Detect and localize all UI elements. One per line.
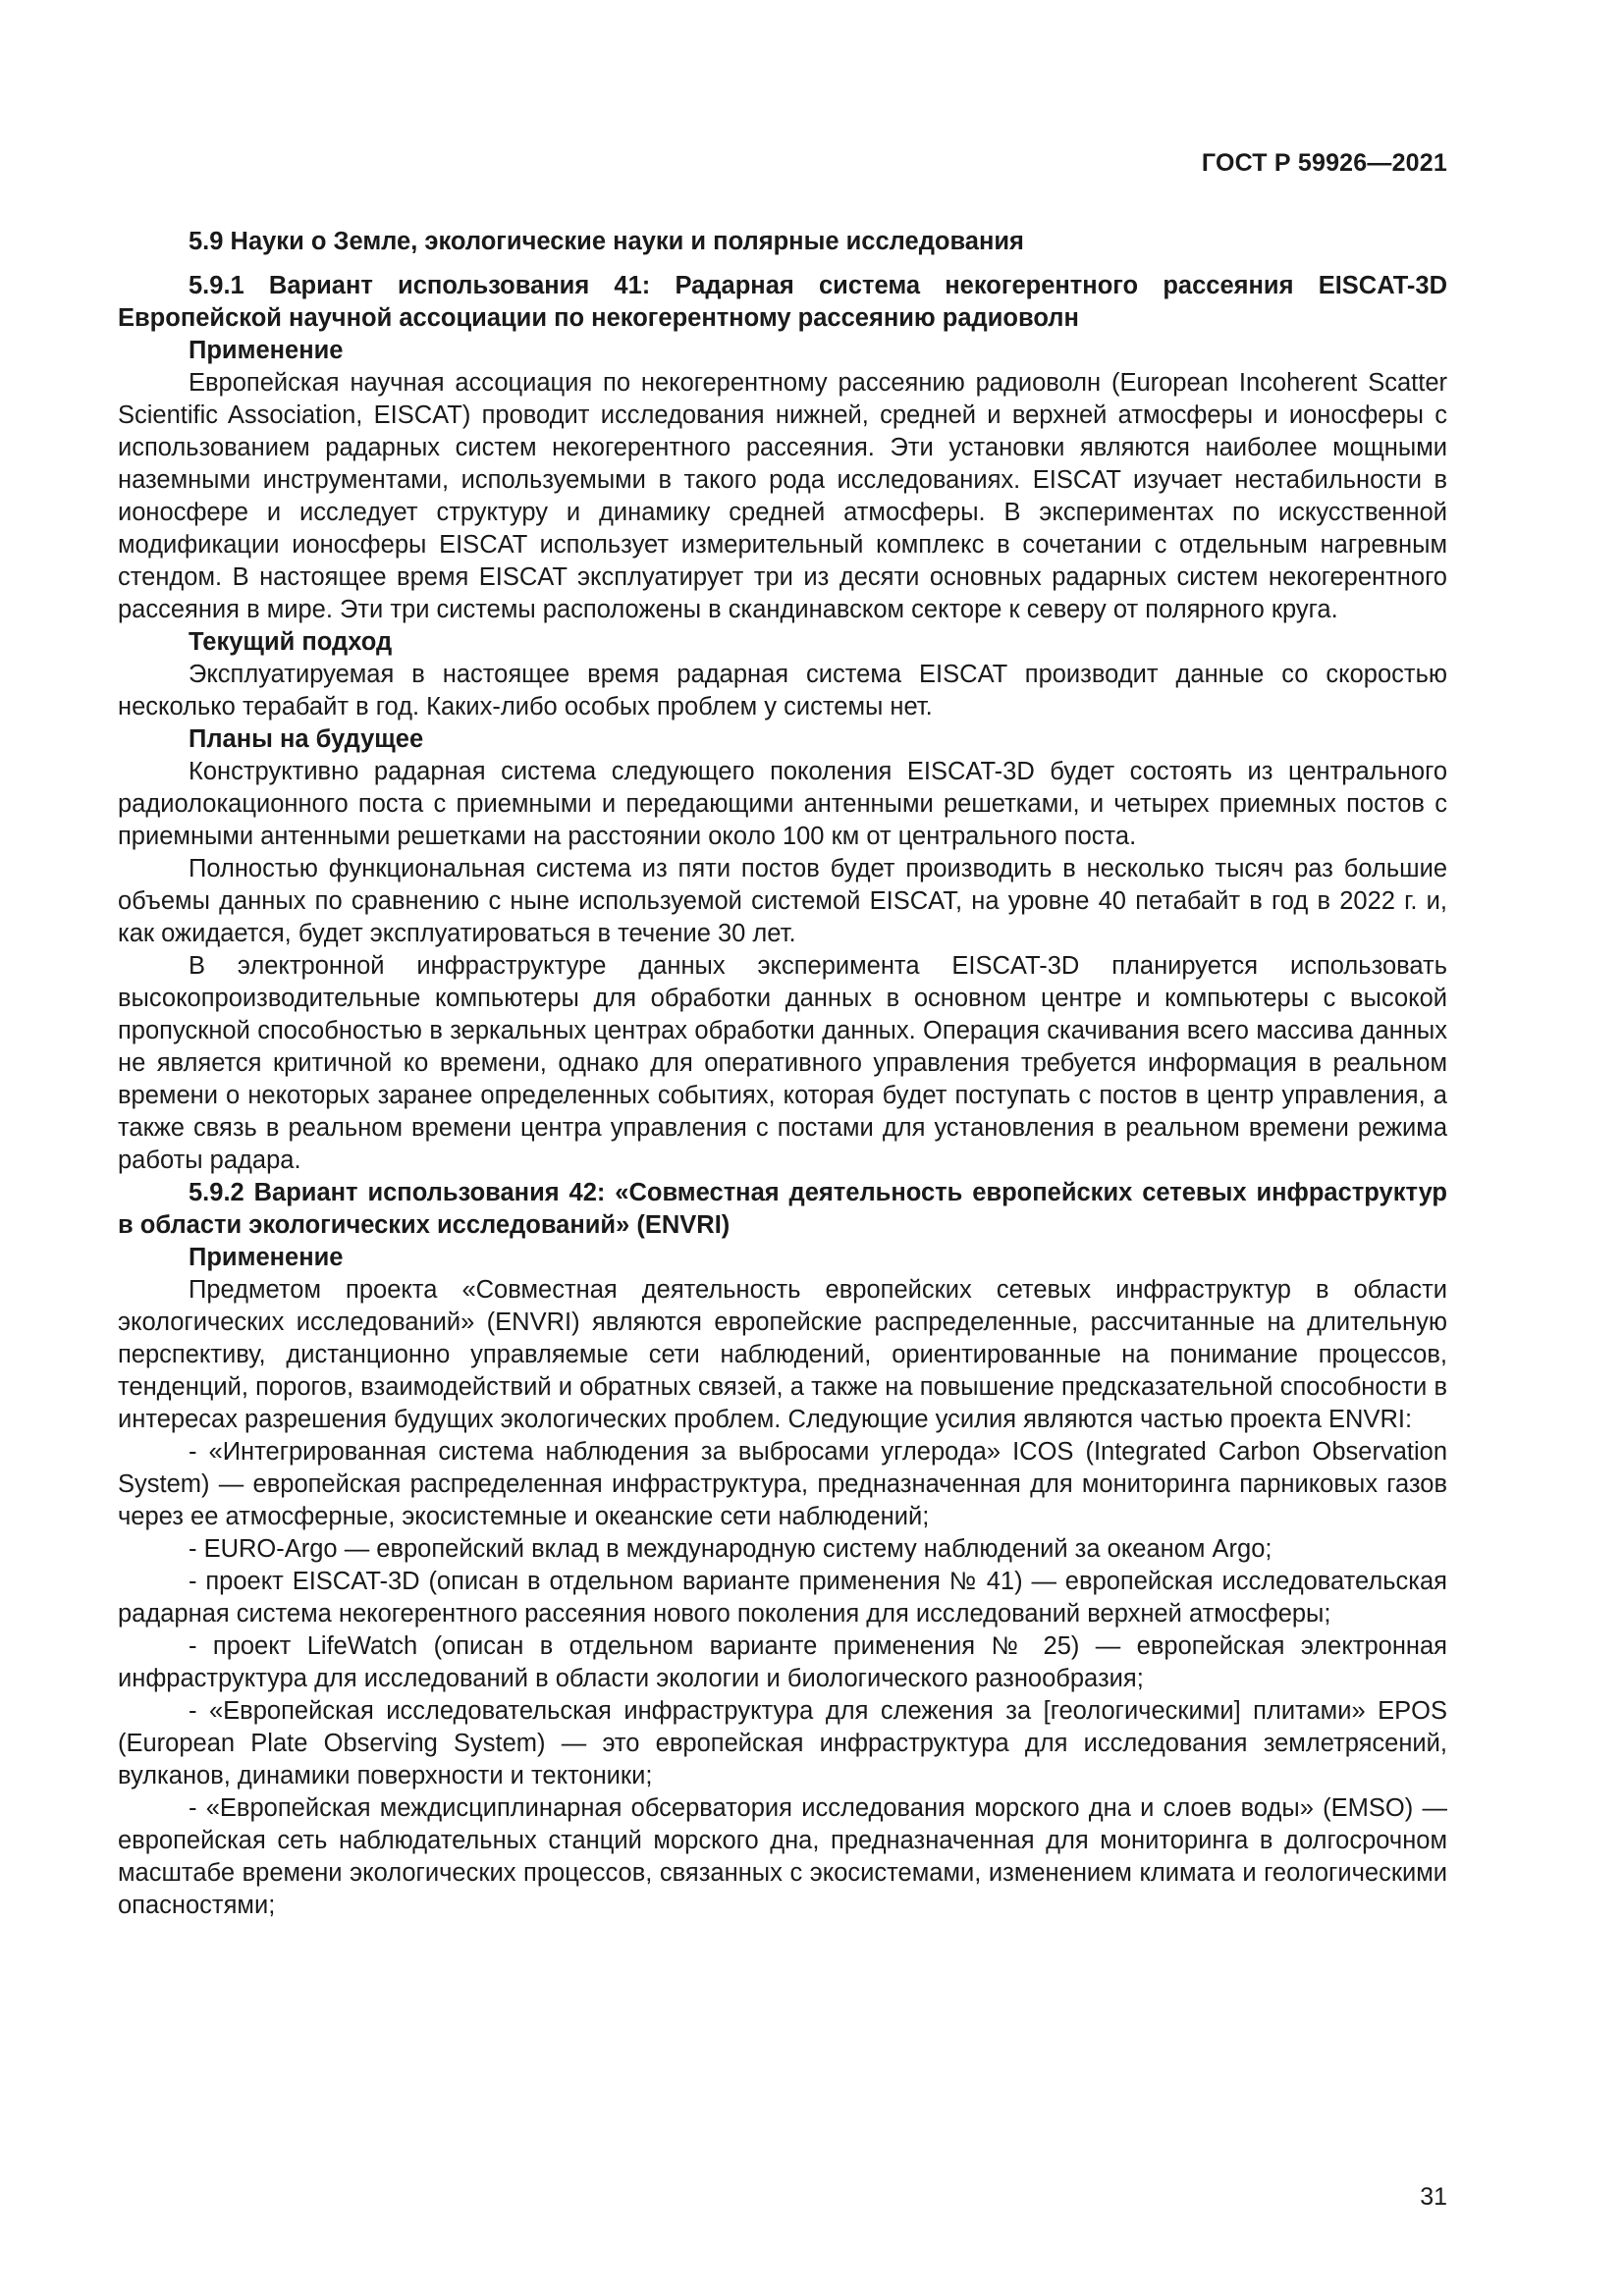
page-content: [118, 226, 1447, 1922]
section-heading-5-9: 5.9 Науки о Земле, экологические науки и полярные исследования: [189, 228, 1024, 255]
case-41-heading: 5.9.1 Вариант использования 41: Радарная система некогерентного рассеяния EISCAT-3D Европейской научной ассоциации по некогерентному рассеянию радиоволн: [118, 272, 1447, 332]
case-42-application-text: Предметом проекта «Совместная деятельность европейских сетевых инфраструктур в области экологических исследований» (ENVRI) являются европейские распределенные, рассчитанные на длительную перспективу, дистанционно управляемые сети наблюдений, ориентированные на понимание процессов, тенденций, порогов, взаимодействий и обратных связей, а также на повышение предсказательной способности в интересах разрешения будущих экологических проблем. Следующие усилия являются частью проекта ENVRI:: [118, 1276, 1447, 1433]
case-41-future-paragraph: Конструктивно радарная система следующего поколения EISCAT-3D будет состоять из центрального радиолокационного поста с приемными и передающими антенными решетками, и четырех приемных постов с приемными антенными решетками на расстоянии около 100 км от центрального поста.: [118, 758, 1447, 850]
case-42-application-heading: Применение: [189, 1244, 344, 1271]
document-id-header: ГОСТ Р 59926—2021: [1201, 149, 1447, 177]
case-42-list-item: - EURO-Argo — европейский вклад в международную систему наблюдений за океаном Argo;: [189, 1535, 1272, 1563]
case-41-application-heading: Применение: [189, 337, 344, 364]
case-42-list-item: - проект LifeWatch (описан в отдельном варианте применения № 25) — европейская электронная инфраструктура для исследований в области экологии и биологического разнообразия;: [118, 1632, 1447, 1692]
case-42-list-item: - «Европейская междисциплинарная обсерватория исследования морского дна и слоев воды» (EMSO) — европейская сеть наблюдательных станций морского дна, предназначенная для мониторинга в долгосрочном масштабе времени экологических процессов, связанных с экосистемами, изменением климата и геологическими опасностями;: [118, 1794, 1447, 1919]
case-41-future-paragraph: В электронной инфраструктуре данных эксперимента EISCAT-3D планируется использовать высокопроизводительные компьютеры для обработки данных в основном центре и компьютеры с высокой пропускной способностью в зеркальных центрах обработки данных. Операция скачивания всего массива данных не является критичной ко времени, однако для оперативного управления требуется информация в реальном времени о некоторых заранее определенных событиях, которая будет поступать с постов в центр управления, а также связь в реальном времени центра управления с постами для установления в реальном времени режима работы радара.: [118, 952, 1447, 1174]
case-41-current-text: Эксплуатируемая в настоящее время радарная система EISCAT производит данные со скоростью несколько терабайт в год. Каких-либо особых проблем у системы нет.: [118, 661, 1447, 721]
case-41-current-heading: Текущий подход: [189, 628, 393, 656]
case-41-application-text: Европейская научная ассоциация по некогерентному рассеянию радиоволн (European Incoherent Scatter Scientific Association, EISCAT) проводит исследования нижней, средней и верхней атмосферы и ионосферы с использованием радарных систем некогерентного рассеяния. Эти установки являются наиболее мощными наземными инструментами, используемыми в такого рода исследованиях. EISCAT изучает нестабильности в ионосфере и исследует структуру и динамику средней атмосферы. В экспериментах по искусственной модификации ионосферы EISCAT использует измерительный комплекс в сочетании с отдельным нагревным стендом. В настоящее время EISCAT эксплуатирует три из десяти основных радарных систем некогерентного рассеяния в мире. Эти три системы расположены в скандинавском секторе к северу от полярного круга.: [118, 369, 1447, 623]
case-42-heading: 5.9.2 Вариант использования 42: «Совместная деятельность европейских сетевых инфраструктур в области экологических исследований» (ENVRI): [118, 1179, 1447, 1239]
page-number: 31: [1420, 2183, 1447, 2211]
case-42-list-item: - «Европейская исследовательская инфраструктура для слежения за [геологическими] плитами» EPOS (European Plate Observing System) — это европейская инфраструктура для исследования землетрясений, вулканов, динамики поверхности и тектоники;: [118, 1697, 1447, 1789]
case-41-future-heading: Планы на будущее: [189, 725, 424, 753]
case-41-future-paragraph: Полностью функциональная система из пяти постов будет производить в несколько тысяч раз большие объемы данных по сравнению с ныне используемой системой EISCAT, на уровне 40 петабайт в год в 2022 г. и, как ожидается, будет эксплуатироваться в течение 30 лет.: [118, 855, 1447, 947]
case-42-list-item: - «Интегрированная система наблюдения за выбросами углерода» ICOS (Integrated Carbon Observation System) — европейская распределенная инфраструктура, предназначенная для мониторинга парниковых газов через ее атмосферные, экосистемные и океанские сети наблюдений;: [118, 1438, 1447, 1530]
case-42-list-item: - проект EISCAT-3D (описан в отдельном варианте применения № 41) — европейская исследовательская радарная система некогерентного рассеяния нового поколения для исследований верхней атмосферы;: [118, 1568, 1447, 1628]
